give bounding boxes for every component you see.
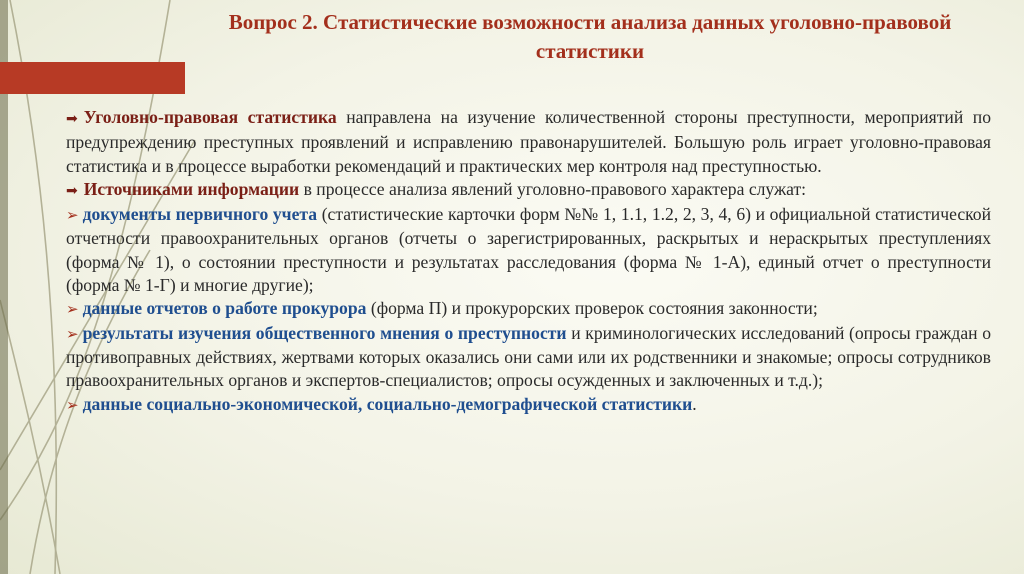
paragraph-text: направлена на изучение количественной стороны преступности, мероприятий по предупреждению преступных проявлений и исправлению правонарушителей. Большую роль играет уголовно-правовая статистика и в процессе выработки рекомендаций и практических мер контроля над преступностью. <box>66 107 992 176</box>
arrow-bullet-icon: ➡ <box>66 182 78 199</box>
chevron-bullet-icon: ➢ <box>66 324 79 343</box>
slide-body <box>66 106 991 417</box>
paragraph-text: в процессе анализа явлений уголовно-правового характера служат: <box>299 178 807 199</box>
title-accent-bar <box>0 62 185 94</box>
paragraph-lead: данные отчетов о работе прокурора <box>82 298 367 319</box>
paragraph-text: (форма П) и прокурорских проверок состояния законности; <box>366 298 818 319</box>
paragraph-lead: данные социально-экономической, социально-демографической статистики <box>82 393 693 414</box>
paragraph <box>66 203 991 297</box>
chevron-bullet-icon: ➢ <box>66 300 79 319</box>
paragraph <box>66 178 991 203</box>
paragraph <box>66 297 991 321</box>
paragraph-text: . <box>692 393 697 414</box>
paragraph <box>66 106 991 178</box>
paragraph-lead: результаты изучения общественного мнения о преступности <box>82 322 567 343</box>
paragraph-lead: документы первичного учета <box>82 204 318 225</box>
paragraph-text: и криминологических исследований (опросы граждан о противоправных действиях, жертвами которых оказались они сами или их родственники и знакомые; опросы сотрудников правоохранительных органов и экспертов-специалистов; опросы осужденных и заключенных и т.д.); <box>66 322 992 391</box>
arrow-bullet-icon: ➡ <box>66 111 78 127</box>
paragraph-lead: Источниками информации <box>83 178 300 199</box>
paragraph-lead: Уголовно-правовая статистика <box>83 107 337 127</box>
paragraph <box>66 322 991 393</box>
paragraph-text: (статистические карточки форм №№ 1, 1.1, 1.2, 2, 3, 4, 6) и официальной статистической отчетности правоохранительных органов (отчеты о зарегистрированных, раскрытых и нераскрытых преступлениях (форма № 1), о состоянии преступности и результатах расследования (форма № 1-А), единый отчет о преступности (форма № 1-Г) и многие другие); <box>66 204 991 296</box>
slide-title: Вопрос 2. Статистические возможности анализа данных уголовно-правовой статистики <box>228 10 952 63</box>
chevron-bullet-icon: ➢ <box>66 206 79 225</box>
paragraph <box>66 393 991 417</box>
chevron-bullet-icon: ➢ <box>66 395 79 414</box>
